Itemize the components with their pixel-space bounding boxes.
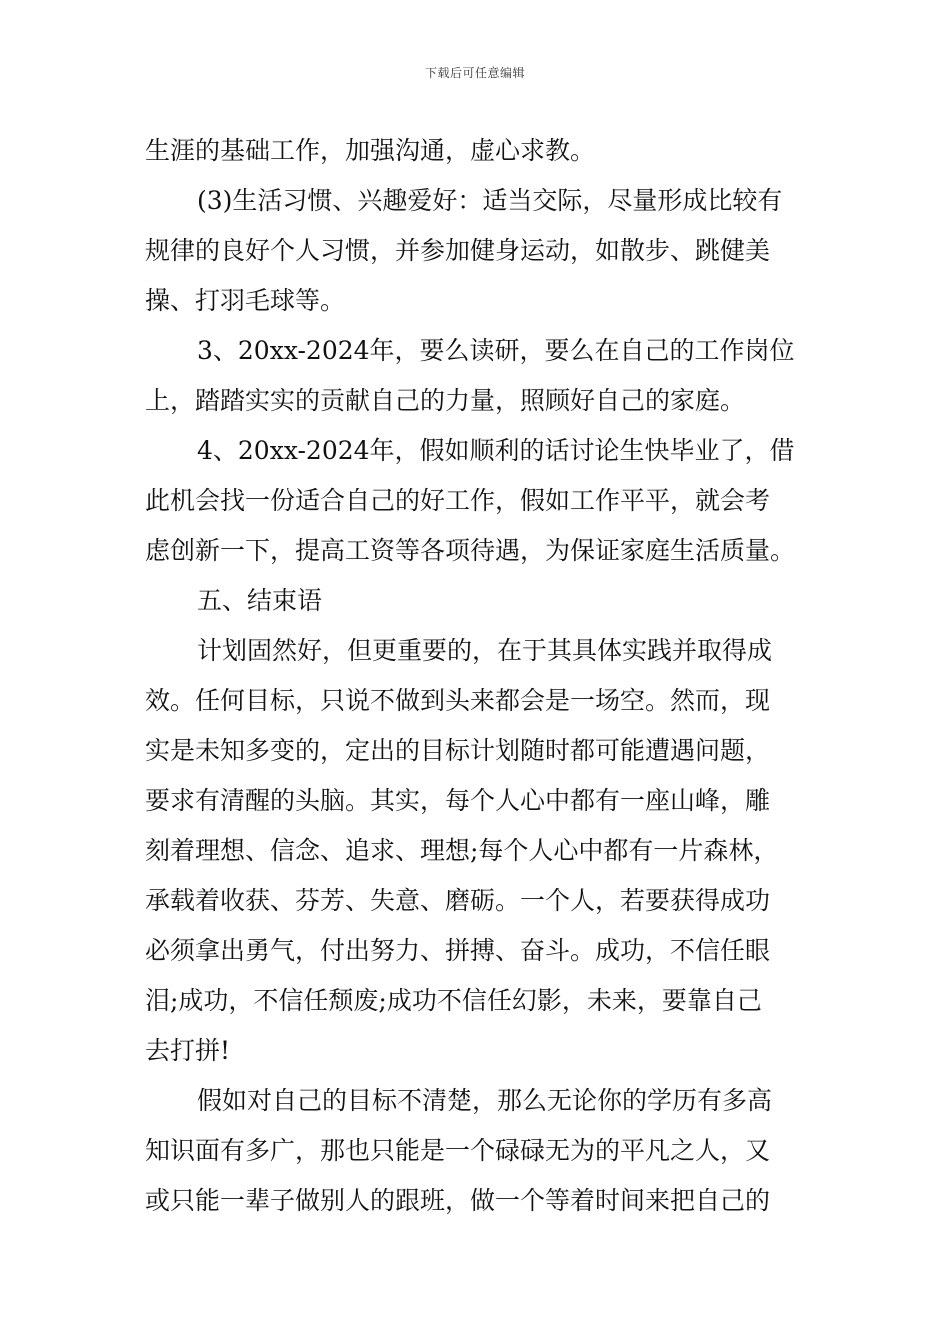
text-line: (3)生活习惯、兴趣爱好：适当交际，尽量形成比较有 [197,186,783,215]
text-line: 泪;成功，不信任颓废;成功不信任幻影，未来，要靠自己 [145,986,762,1015]
page-header: 下载后可任意编辑 [424,66,525,80]
text-line: 计划固然好，但更重要的，在于其具体实践并取得成 [197,636,773,665]
text-line: 要求有清醒的头脑。其实，每个人心中都有一座山峰，雕 [145,786,771,815]
text-line: 刻着理想、信念、追求、理想;每个人心中都有一片森林， [145,836,779,865]
text-line: 或只能一辈子做别人的跟班，做一个等着时间来把自己的 [145,1186,771,1215]
text-line: 操、打羽毛球等。 [145,286,346,315]
document-body [145,126,810,1226]
text-line: 去打拼! [145,1036,231,1065]
text-line: 假如对自己的目标不清楚，那么无论你的学历有多高 [197,1086,773,1115]
text-line: 五、结束语 [197,586,323,615]
text-line: 实是未知多变的，定出的目标计划随时都可能遭遇问题， [145,736,771,765]
text-line: 3、20xx-2024年，要么读研，要么在自己的工作岗位 [197,336,795,365]
text-line: 必须拿出勇气，付出努力、拼搏、奋斗。成功，不信任眼 [145,936,771,965]
text-line: 知识面有多广，那也只能是一个碌碌无为的平凡之人，又 [145,1136,771,1165]
text-line: 规律的良好个人习惯，并参加健身运动，如散步、跳健美 [145,236,771,265]
text-line: 虑创新一下，提高工资等各项待遇，为保证家庭生活质量。 [145,536,796,565]
text-line: 承载着收获、芬芳、失意、磨砺。一个人，若要获得成功 [145,886,771,915]
text-line: 效。任何目标，只说不做到头来都会是一场空。然而，现 [145,686,771,715]
text-line: 上，踏踏实实的贡献自己的力量，照顾好自己的家庭。 [145,386,746,415]
text-line: 4、20xx-2024年，假如顺利的话讨论生快毕业了，借 [197,436,795,465]
text-line: 生涯的基础工作，加强沟通，虚心求教。 [145,136,596,165]
text-line: 此机会找一份适合自己的好工作，假如工作平平，就会考 [145,486,771,515]
